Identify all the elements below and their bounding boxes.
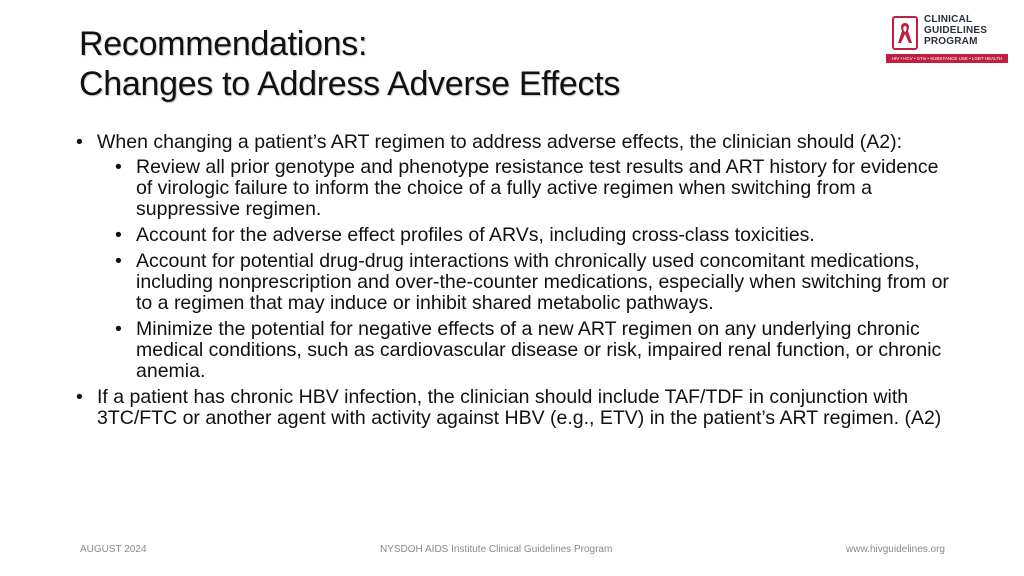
sub-bullet-item: • Review all prior genotype and phenotype resistance test results and ART history for evidence of virologic failure to inform the choice of a fully active regimen when switching from a suppressive regimen.	[97, 157, 956, 220]
sub-bullet-item: • Minimize the potential for negative effects of a new ART regimen on any underlying chronic medical conditions, such as cardiovascular disease or risk, impaired renal function, or chronic anemia.	[97, 319, 956, 382]
slide-body	[76, 132, 956, 434]
awareness-ribbon-icon	[892, 16, 918, 50]
bullet-text: If a patient has chronic HBV infection, the clinician should include TAF/TDF in conjunction with 3TC/FTC or another agent with activity against HBV (e.g., ETV) in the patient’s ART regimen. (A2)	[97, 386, 942, 429]
bullet-list	[76, 132, 956, 429]
footer-website: www.hivguidelines.org	[846, 544, 945, 555]
logo-word-2: GUIDELINES	[924, 25, 988, 36]
footer-program: NYSDOH AIDS Institute Clinical Guidelines Program	[380, 544, 613, 555]
slide-title-line-1: Recommendations:	[79, 25, 368, 63]
sub-bullet-item: • Account for potential drug-drug interactions with chronically used concomitant medications, including nonprescription and over-the-counter medications, especially when switching from or to a regimen that may induce or inhibit shared metabolic pathways.	[97, 251, 956, 314]
sub-bullet-list	[97, 157, 956, 382]
logo-word-3: PROGRAM	[924, 36, 978, 47]
slide-title	[79, 24, 839, 104]
bullet-text: When changing a patient’s ART regimen to address adverse effects, the clinician should (A2):	[97, 131, 903, 153]
bullet-item	[76, 132, 956, 382]
clinical-guidelines-program-logo	[886, 12, 1008, 64]
sub-bullet-item: • Account for the adverse effect profiles of ARVs, including cross-class toxicities.	[97, 225, 956, 246]
logo-word-1: CLINICAL	[924, 14, 973, 25]
bullet-item	[76, 387, 956, 429]
footer-date: AUGUST 2024	[80, 544, 147, 555]
slide-title-line-2: Changes to Address Adverse Effects	[79, 65, 621, 103]
logo-tagline: HIV • HCV • STIs • SUBSTANCE USE • LGBT HEALTH	[886, 54, 1008, 63]
logo-wordmark	[924, 14, 987, 47]
